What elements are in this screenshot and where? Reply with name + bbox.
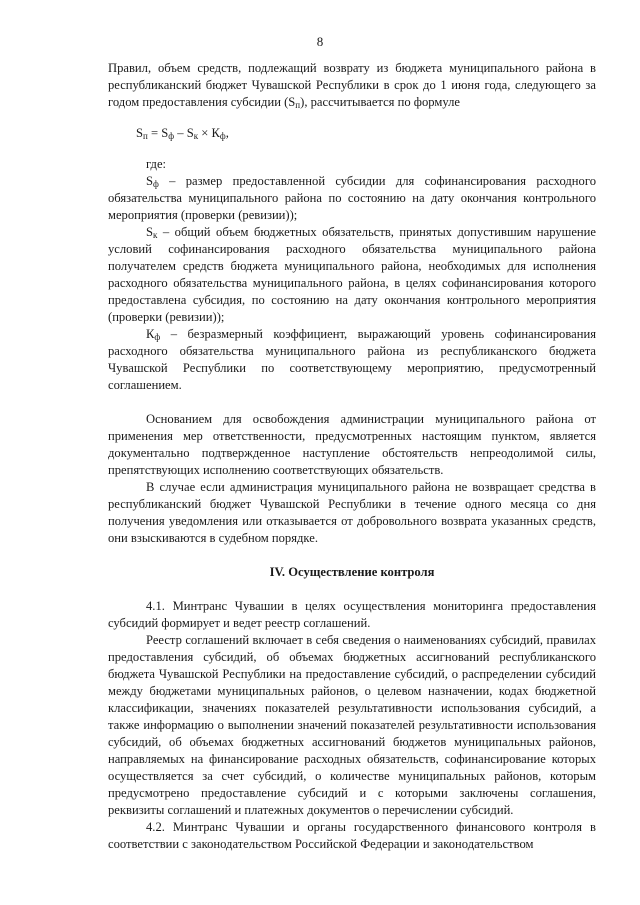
definition-sf (108, 173, 596, 224)
definition-symbol: S (146, 225, 154, 239)
where-label: где: (146, 157, 167, 171)
subscript: ф (153, 179, 159, 189)
definition-sk (108, 224, 596, 326)
formula-symbol: , (225, 126, 229, 140)
definition-text: – безразмерный коэффициент, выражающий уровень софинансирования расходного обязательства муниципального района из республиканского бюджета Чувашской Республики по соответствующему мероприятию, предусмотренный соглашением. (108, 327, 596, 392)
definition-text: – размер предоставленной субсидии для софинансирования расходного обязательства муниципального района по состоянию на дату окончания контрольного мероприятия (проверки (ревизии)); (108, 174, 596, 222)
formula-symbol: – S (174, 126, 194, 140)
paragraph-court-recovery: В случае если администрация муниципального района не возвращает средства в республиканский бюджет Чувашской Республики в течение одного месяца со дня получения уведомления или отказывается от добровольного возврата указанных средств, они взыскиваются в судебном порядке. (108, 480, 596, 545)
paragraph-registry: Реестр соглашений включает в себя сведения о наименованиях субсидий, правилах предоставления субсидий, об объемах бюджетных ассигнований республиканского бюджета Чувашской Республики на предоставление субсидий, о распределении субсидий между бюджетами муниципальных районов, о целевом назначении, кодах бюджетной классификации, значениях показателей результативности использования субсидий, а также информацию о выполнении значений показателей результативности использования субсидий, об объемах бюджетных ассигнований бюджетов муниципальных районов, направляемых на финансирование расходных обязательств, софинансирование которых осуществляется за счет субсидий, о количестве муниципальных районов, которым предусмотрено предоставление субсидий и с которыми заключены соглашения, реквизиты соглашений и платежных документов о перечислении субсидий. (108, 633, 596, 817)
spacer (108, 394, 596, 411)
subscript: ф (168, 131, 175, 141)
formula-symbol: × К (198, 126, 220, 140)
subscript: к (193, 131, 199, 141)
formula (136, 125, 596, 142)
subscript: п (295, 100, 301, 110)
definition-text: – общий объем бюджетных обязательств, принятых допустившим нарушение условий софинансирования расходного обязательства муниципального района получателем средств бюджета муниципального района, необходимых для исполнения расходного обязательства муниципального района, в целях софинансирования которого предоставлена субсидия, по состоянию на дату окончания контрольного мероприятия (проверки (ревизии)); (108, 225, 596, 324)
subscript: ф (219, 131, 226, 141)
subscript: к (153, 230, 158, 240)
paragraph-text: Правил, объем средств, подлежащий возврату из бюджета муниципального района в республиканский бюджет Чувашской Республики в срок до 1 июня года, следующего за годом предоставления субсидии (S (108, 61, 596, 109)
paragraph-4-1: 4.1. Минтранс Чувашии в целях осуществления мониторинга предоставления субсидий формирует и ведет реестр соглашений. (108, 599, 596, 630)
formula-symbol: S (136, 126, 144, 140)
section-title: IV. Осуществление контроля (269, 565, 435, 579)
document-body (108, 60, 596, 853)
paragraph-text: ), рассчитывается по формуле (300, 95, 460, 109)
paragraph-4-2: 4.2. Минтранс Чувашии и органы государственного финансового контроля в соответствии с законодательством Российской Федерации и законодательством (108, 820, 596, 851)
definition-symbol: К (146, 327, 155, 341)
paragraph-force-majeure: Основанием для освобождения администрации муниципального района от применения мер ответственности, предусмотренных настоящим пунктом, является документально подтвержденное наступление обстоятельств непреодолимой силы, препятствующих исполнению соответствующих обязательств. (108, 412, 596, 477)
subscript: п (143, 131, 148, 141)
definition-kf (108, 326, 596, 394)
page-number: 8 (316, 34, 324, 49)
paragraph-refund-rule (108, 60, 596, 111)
formula-symbol: = S (147, 126, 169, 140)
subscript: ф (154, 332, 161, 342)
definition-symbol: S (146, 174, 154, 188)
